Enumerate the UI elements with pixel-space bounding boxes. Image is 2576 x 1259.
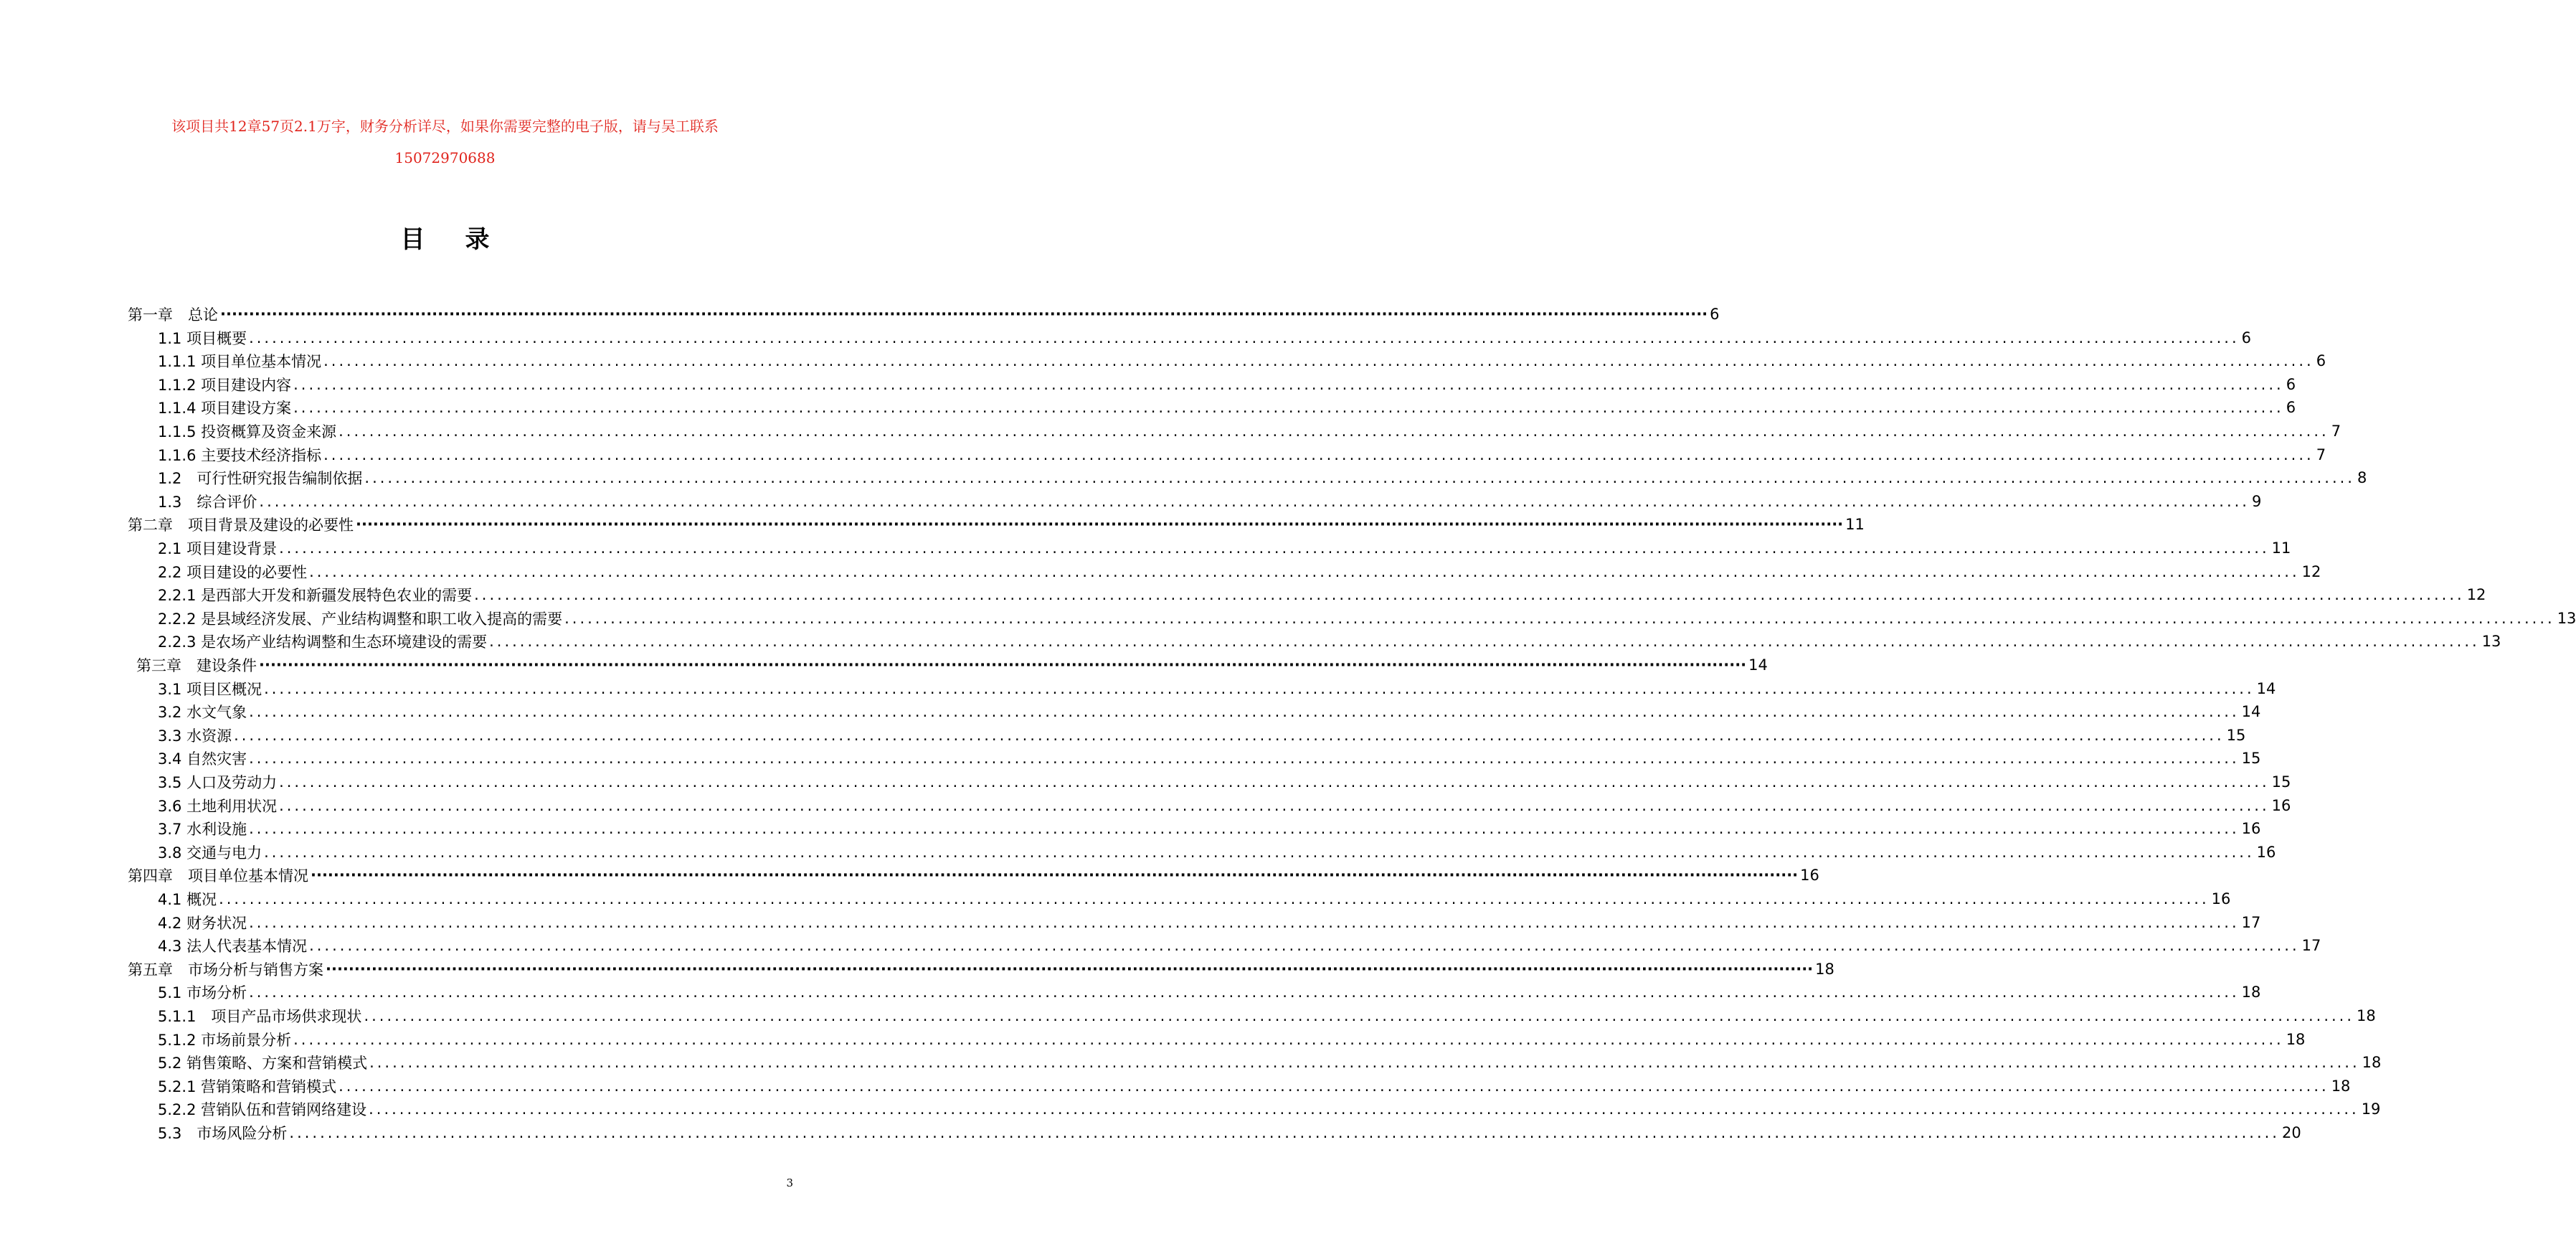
toc-entry-label: 1.1.2 项目建设内容 xyxy=(158,376,292,394)
toc-dot-leader: .................................................................................................................................................................................................................................................................... xyxy=(338,1077,2329,1095)
toc-entry-label: 1.1.5 投资概算及资金来源 xyxy=(158,423,337,440)
toc-chapter-entry[interactable] xyxy=(128,513,1865,536)
toc-section-entry[interactable] xyxy=(158,911,2261,934)
toc-dot-leader: .................................................................................................................................................................................................................................................................... xyxy=(293,375,2284,393)
toc-dot-leader: .................................................................................................................................................................................................................................................................... xyxy=(279,773,2270,791)
toc-dot-leader: .................................................................................................................................................................................................................................................................... xyxy=(293,399,2284,417)
toc-dot-leader: .................................................................................................................................................................................................................................................................... xyxy=(219,890,2210,907)
toc-section-entry[interactable] xyxy=(158,443,2326,466)
toc-entry-label: 1.3 综合评价 xyxy=(158,493,257,511)
toc-entry-page: 16 xyxy=(2271,796,2291,814)
contact-notice-text: 该项目共12章57页2.1万字，财务分析详尽，如果你需要完整的电子版，请与吴工联系 xyxy=(171,118,719,135)
toc-entry-page: 18 xyxy=(2357,1007,2376,1024)
toc-entry-label: 3.7 水利设施 xyxy=(158,821,247,839)
toc-entry-label: 3.1 项目区概况 xyxy=(158,680,262,698)
toc-section-entry[interactable] xyxy=(158,700,2261,723)
toc-entry-page: 11 xyxy=(2271,539,2291,557)
toc-dot-leader: .................................................................................................................................................................................................................................................................... xyxy=(323,445,2314,463)
toc-section-entry[interactable] xyxy=(158,420,2341,443)
toc-entry-label: 5.2.2 营销队伍和营销网络建设 xyxy=(158,1101,367,1119)
toc-section-entry[interactable] xyxy=(158,1051,2382,1074)
toc-dot-leader: .................................................................................................................................................................................................................................................................... xyxy=(364,469,2355,487)
toc-entry-label: 3.6 土地利用状况 xyxy=(158,797,278,815)
toc-entry-page: 17 xyxy=(2301,937,2321,955)
toc-entry-label: 2.2.2 是县域经济发展、产业结构调整和职工收入提高的需要 xyxy=(158,610,563,628)
toc-entry-page: 16 xyxy=(2256,843,2276,861)
toc-entry-label: 1.1 项目概要 xyxy=(158,329,247,347)
toc-dot-leader: .................................................................................................................................................................................................................................................................... xyxy=(259,492,2250,510)
toc-dot-leader: .................................................................................................................................................................................................................................................................... xyxy=(249,820,2240,838)
toc-entry-label: 4.3 法人代表基本情况 xyxy=(158,938,308,956)
toc-entry-label: 1.1.1 项目单位基本情况 xyxy=(158,353,322,371)
toc-entry-label: 第四章 项目单位基本情况 xyxy=(128,867,308,885)
toc-section-entry[interactable] xyxy=(158,607,2576,630)
toc-dot-leader: .................................................................................................................................................................................................................................................................... xyxy=(474,586,2465,604)
toc-dot-leader: .................................................................................................................................................................................................................................................................... xyxy=(289,1124,2280,1141)
contact-phone-number: 15072970688 xyxy=(394,149,496,166)
toc-entry-page: 13 xyxy=(2481,633,2501,651)
toc-entry-label: 2.2.3 是农场产业结构调整和生态环境建设的需要 xyxy=(158,633,488,651)
toc-entry-page: 7 xyxy=(2331,423,2341,440)
toc-entry-label: 5.1.2 市场前景分析 xyxy=(158,1031,292,1049)
toc-section-entry[interactable] xyxy=(158,887,2231,910)
toc-dot-leader: .................................................................................................................................................................................................................................................................... xyxy=(249,703,2240,721)
toc-section-entry[interactable] xyxy=(158,1121,2301,1144)
toc-entry-label: 2.1 项目建设背景 xyxy=(158,540,278,557)
toc-entry-page: 6 xyxy=(2241,329,2252,346)
toc-dot-leader: ···································································································································································································································································· xyxy=(259,656,1747,674)
toc-section-entry[interactable] xyxy=(158,396,2296,419)
toc-dot-leader: .................................................................................................................................................................................................................................................................... xyxy=(323,352,2314,370)
toc-dot-leader: .................................................................................................................................................................................................................................................................... xyxy=(309,562,2300,580)
toc-entry-label: 1.1.4 项目建设方案 xyxy=(158,400,292,418)
toc-entry-page: 18 xyxy=(1815,960,1834,978)
toc-dot-leader: .................................................................................................................................................................................................................................................................... xyxy=(249,750,2240,768)
toc-dot-leader: .................................................................................................................................................................................................................................................................... xyxy=(338,423,2329,440)
toc-entry-label: 5.2 销售策略、方案和营销模式 xyxy=(158,1055,368,1072)
toc-dot-leader: .................................................................................................................................................................................................................................................................... xyxy=(489,633,2480,651)
toc-section-entry[interactable] xyxy=(158,490,2262,513)
toc-entry-label: 第三章 建设条件 xyxy=(136,657,257,674)
toc-section-entry[interactable] xyxy=(158,770,2291,793)
toc-entry-page: 9 xyxy=(2251,492,2262,510)
page-number: 3 xyxy=(786,1177,793,1189)
toc-section-entry[interactable] xyxy=(158,349,2326,372)
toc-chapter-entry[interactable] xyxy=(128,303,1720,326)
toc-entry-label: 3.5 人口及劳动力 xyxy=(158,774,278,791)
toc-section-entry[interactable] xyxy=(158,1004,2376,1027)
toc-dot-leader: .................................................................................................................................................................................................................................................................... xyxy=(369,1054,2360,1072)
toc-entry-page: 18 xyxy=(2362,1054,2382,1072)
toc-entry-label: 4.1 概况 xyxy=(158,891,217,908)
toc-dot-leader: .................................................................................................................................................................................................................................................................... xyxy=(564,609,2555,627)
toc-entry-page: 7 xyxy=(2316,445,2326,463)
toc-entry-page: 14 xyxy=(2256,679,2276,697)
toc-entry-page: 20 xyxy=(2281,1124,2301,1141)
toc-entry-label: 3.2 水文气象 xyxy=(158,704,247,722)
toc-section-entry[interactable] xyxy=(158,583,2486,606)
toc-entry-page: 13 xyxy=(2557,609,2576,627)
toc-dot-leader: .................................................................................................................................................................................................................................................................... xyxy=(364,1007,2355,1024)
toc-dot-leader: ···································································································································································································································································· xyxy=(356,516,1844,534)
toc-section-entry[interactable] xyxy=(158,934,2321,957)
toc-dot-leader: .................................................................................................................................................................................................................................................................... xyxy=(249,913,2240,931)
toc-dot-leader: .................................................................................................................................................................................................................................................................... xyxy=(249,329,2240,346)
toc-section-entry[interactable] xyxy=(158,1028,2306,1051)
toc-entry-page: 18 xyxy=(2331,1077,2351,1095)
toc-entry-page: 6 xyxy=(2316,352,2326,370)
toc-entry-page: 16 xyxy=(2241,820,2261,838)
toc-section-entry[interactable] xyxy=(158,794,2291,817)
toc-entry-label: 第一章 总论 xyxy=(128,306,218,324)
toc-entry-label: 1.1.6 主要技术经济指标 xyxy=(158,446,322,464)
toc-dot-leader: ···································································································································································································································································· xyxy=(311,867,1799,885)
toc-entry-page: 14 xyxy=(1748,656,1768,674)
toc-entry-label: 4.2 财务状况 xyxy=(158,914,247,932)
toc-entry-page: 16 xyxy=(1800,867,1819,885)
toc-dot-leader: .................................................................................................................................................................................................................................................................... xyxy=(264,843,2255,861)
toc-dot-leader: .................................................................................................................................................................................................................................................................... xyxy=(279,539,2270,557)
toc-entry-page: 11 xyxy=(1845,516,1865,534)
toc-section-entry[interactable] xyxy=(158,373,2296,396)
toc-section-entry[interactable] xyxy=(158,466,2367,489)
toc-dot-leader: .................................................................................................................................................................................................................................................................... xyxy=(279,796,2270,814)
toc-section-entry[interactable] xyxy=(158,537,2291,560)
toc-dot-leader: .................................................................................................................................................................................................................................................................... xyxy=(293,1030,2284,1048)
toc-section-entry[interactable] xyxy=(158,747,2261,770)
toc-entry-page: 8 xyxy=(2357,469,2367,487)
toc-section-entry[interactable] xyxy=(158,326,2252,349)
toc-entry-page: 6 xyxy=(2286,375,2296,393)
toc-section-entry[interactable] xyxy=(158,630,2501,653)
toc-entry-label: 5.2.1 营销策略和营销模式 xyxy=(158,1078,337,1095)
toc-entry-label: 5.3 市场风险分析 xyxy=(158,1125,288,1142)
toc-entry-page: 6 xyxy=(2286,399,2296,417)
toc-entry-page: 12 xyxy=(2301,562,2321,580)
toc-section-entry[interactable] xyxy=(158,981,2261,1004)
toc-chapter-entry[interactable] xyxy=(128,864,1819,887)
toc-entry-label: 2.2.1 是西部大开发和新疆发展特色农业的需要 xyxy=(158,587,473,605)
toc-entry-page: 15 xyxy=(2271,773,2291,791)
toc-dot-leader: .................................................................................................................................................................................................................................................................... xyxy=(249,984,2240,1001)
toc-entry-page: 15 xyxy=(2241,750,2261,768)
toc-section-entry[interactable] xyxy=(158,817,2261,840)
page-title: 目录 xyxy=(400,225,530,254)
toc-section-entry[interactable] xyxy=(158,1075,2351,1098)
toc-entry-label: 第二章 项目背景及建设的必要性 xyxy=(128,517,354,534)
toc-entry-page: 18 xyxy=(2241,984,2261,1001)
toc-section-entry[interactable] xyxy=(158,560,2321,583)
toc-dot-leader: ···································································································································································································································································· xyxy=(326,960,1814,978)
toc-section-entry[interactable] xyxy=(158,841,2276,864)
toc-entry-page: 16 xyxy=(2211,890,2231,907)
toc-entry-label: 3.4 自然灾害 xyxy=(158,750,247,768)
toc-entry-page: 18 xyxy=(2286,1030,2306,1048)
toc-entry-page: 15 xyxy=(2226,726,2246,744)
toc-section-entry[interactable] xyxy=(158,1098,2381,1121)
toc-entry-label: 5.1.1 项目产品市场供求现状 xyxy=(158,1008,362,1025)
toc-entry-label: 第五章 市场分析与销售方案 xyxy=(128,961,323,979)
toc-entry-page: 12 xyxy=(2466,586,2486,604)
toc-section-entry[interactable] xyxy=(158,677,2276,700)
toc-dot-leader: .................................................................................................................................................................................................................................................................... xyxy=(234,726,2225,744)
toc-entry-page: 6 xyxy=(1710,306,1720,323)
toc-dot-leader: .................................................................................................................................................................................................................................................................... xyxy=(369,1100,2359,1118)
toc-entry-page: 17 xyxy=(2241,913,2261,931)
toc-entry-page: 14 xyxy=(2241,703,2261,721)
toc-entry-label: 3.8 交通与电力 xyxy=(158,844,262,862)
toc-entry-label: 1.2 可行性研究报告编制依据 xyxy=(158,470,363,488)
toc-dot-leader: ···································································································································································································································································· xyxy=(220,306,1708,323)
toc-entry-label: 5.1 市场分析 xyxy=(158,984,247,1002)
toc-entry-label: 2.2 项目建设的必要性 xyxy=(158,563,308,581)
toc-entry-label: 3.3 水资源 xyxy=(158,727,232,745)
toc-dot-leader: .................................................................................................................................................................................................................................................................... xyxy=(309,937,2300,955)
toc-chapter-entry[interactable] xyxy=(136,654,1768,676)
toc-section-entry[interactable] xyxy=(158,724,2246,747)
toc-dot-leader: .................................................................................................................................................................................................................................................................... xyxy=(264,679,2255,697)
toc-chapter-entry[interactable] xyxy=(128,958,1834,981)
toc-entry-page: 19 xyxy=(2361,1100,2381,1118)
